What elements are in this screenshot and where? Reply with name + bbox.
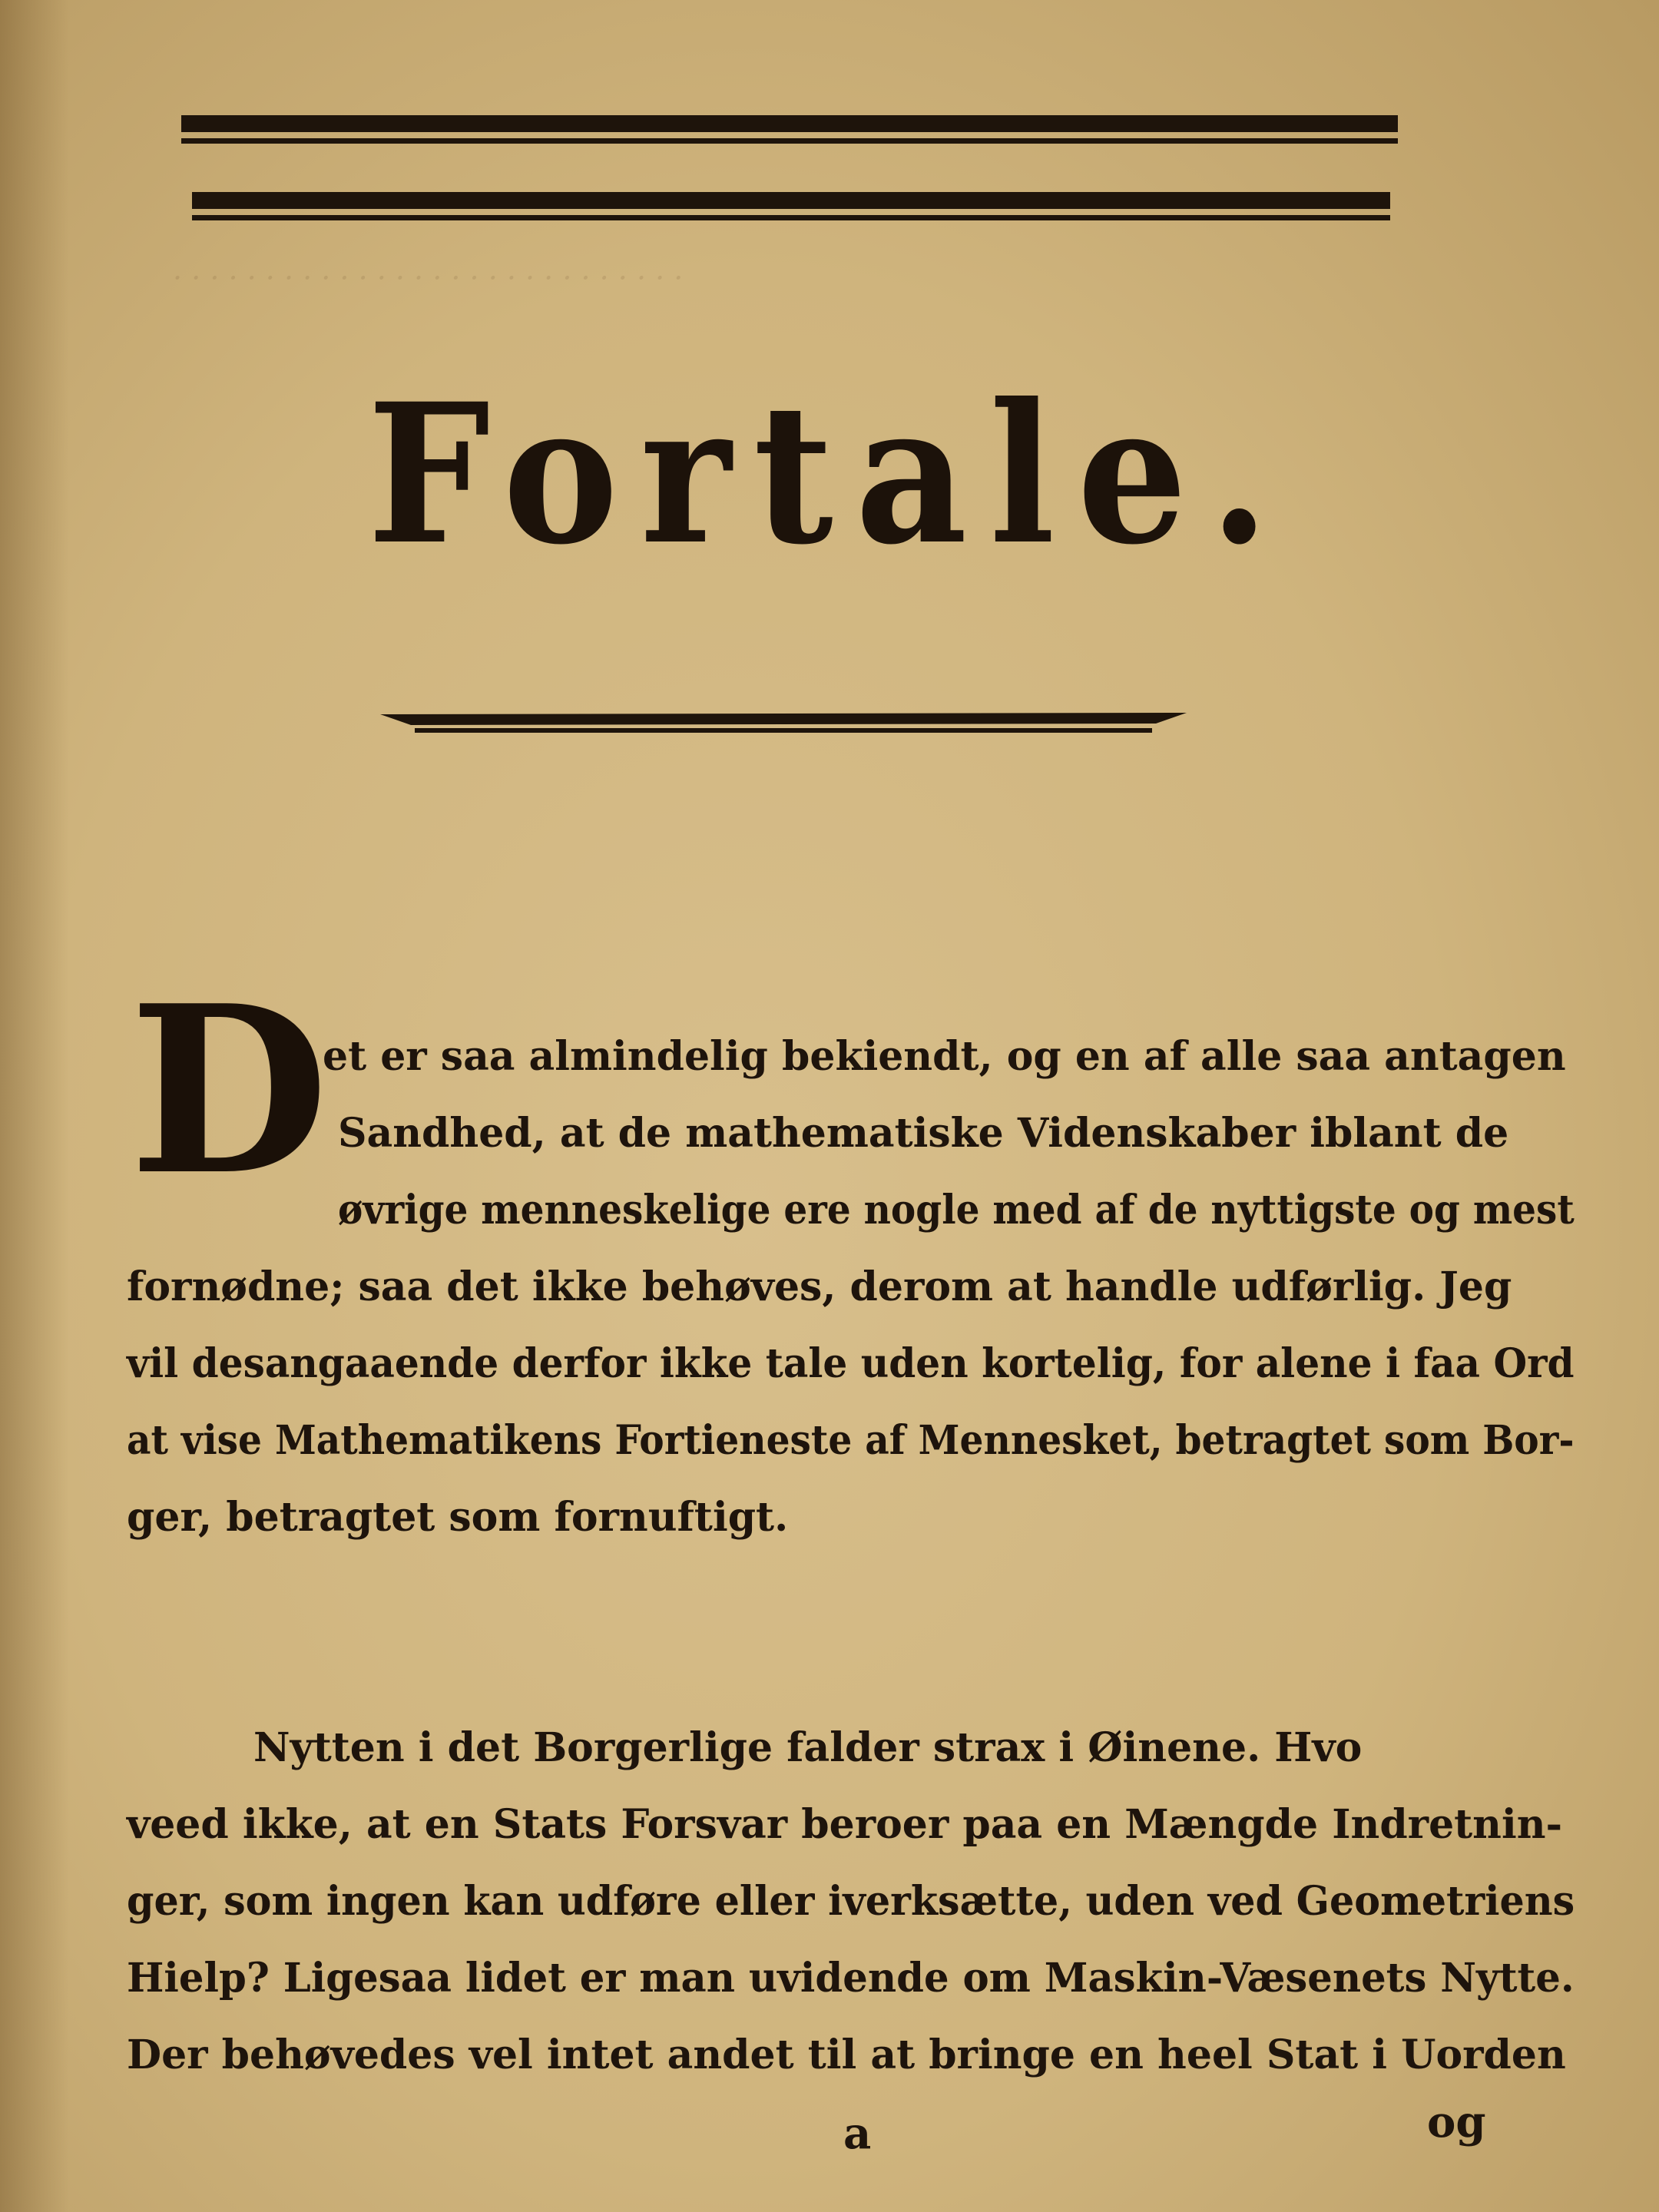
p2-line-2: veed ikke, at en Stats Forsvar beroer paa en Mængde Indretnin- [127, 1801, 1563, 1848]
top-rule-1 [181, 115, 1398, 132]
show-through-text: · · · · · · · · · · · · · · · · · · · · · · · · · · · · [173, 261, 684, 295]
page-title: Fortale. [367, 361, 1292, 587]
spine-shadow [0, 0, 69, 2212]
p1-line-6: at vise Mathematikens Fortieneste af Mennesket, betragtet som Bor- [127, 1417, 1575, 1464]
p2-line-5: Der behøvedes vel intet andet til at bringe en heel Stat i Uorden [127, 2032, 1566, 2078]
p1-line-5: vil desangaaende derfor ikke tale uden kortelig, for alene i faa Ord [127, 1340, 1575, 1387]
signature-mark: a [843, 2108, 872, 2159]
top-rule-1-thin [181, 138, 1398, 144]
top-rule-2-thin [192, 215, 1390, 220]
p2-line-3: ger, som ingen kan udføre eller iverksætte, uden ved Geometriens [127, 1878, 1575, 1925]
p1-line-2: Sandhed, at de mathematiske Videnskaber iblant de [338, 1110, 1509, 1157]
p1-line-1: et er saa almindelig bekiendt, og en af alle saa antagen [323, 1033, 1566, 1080]
p1-line-7: ger, betragtet som fornuftigt. [127, 1494, 789, 1541]
ornament-rule [380, 707, 1187, 737]
p2-line-1: Nytten i det Borgerlige falder strax i Øinene. Hvo [253, 1724, 1363, 1771]
drop-cap: D [129, 955, 329, 1226]
top-rule-2 [192, 192, 1390, 209]
p1-line-4: fornødne; saa det ikke behøves, derom at handle udførlig. Jeg [127, 1263, 1512, 1310]
p2-line-4: Hielp? Ligesaa lidet er man uvidende om Maskin-Væsenets Nytte. [127, 1955, 1575, 2002]
p1-line-3: øvrige menneskelige ere nogle med af de nyttigste og mest [338, 1187, 1575, 1233]
catchword: og [1427, 2097, 1486, 2147]
